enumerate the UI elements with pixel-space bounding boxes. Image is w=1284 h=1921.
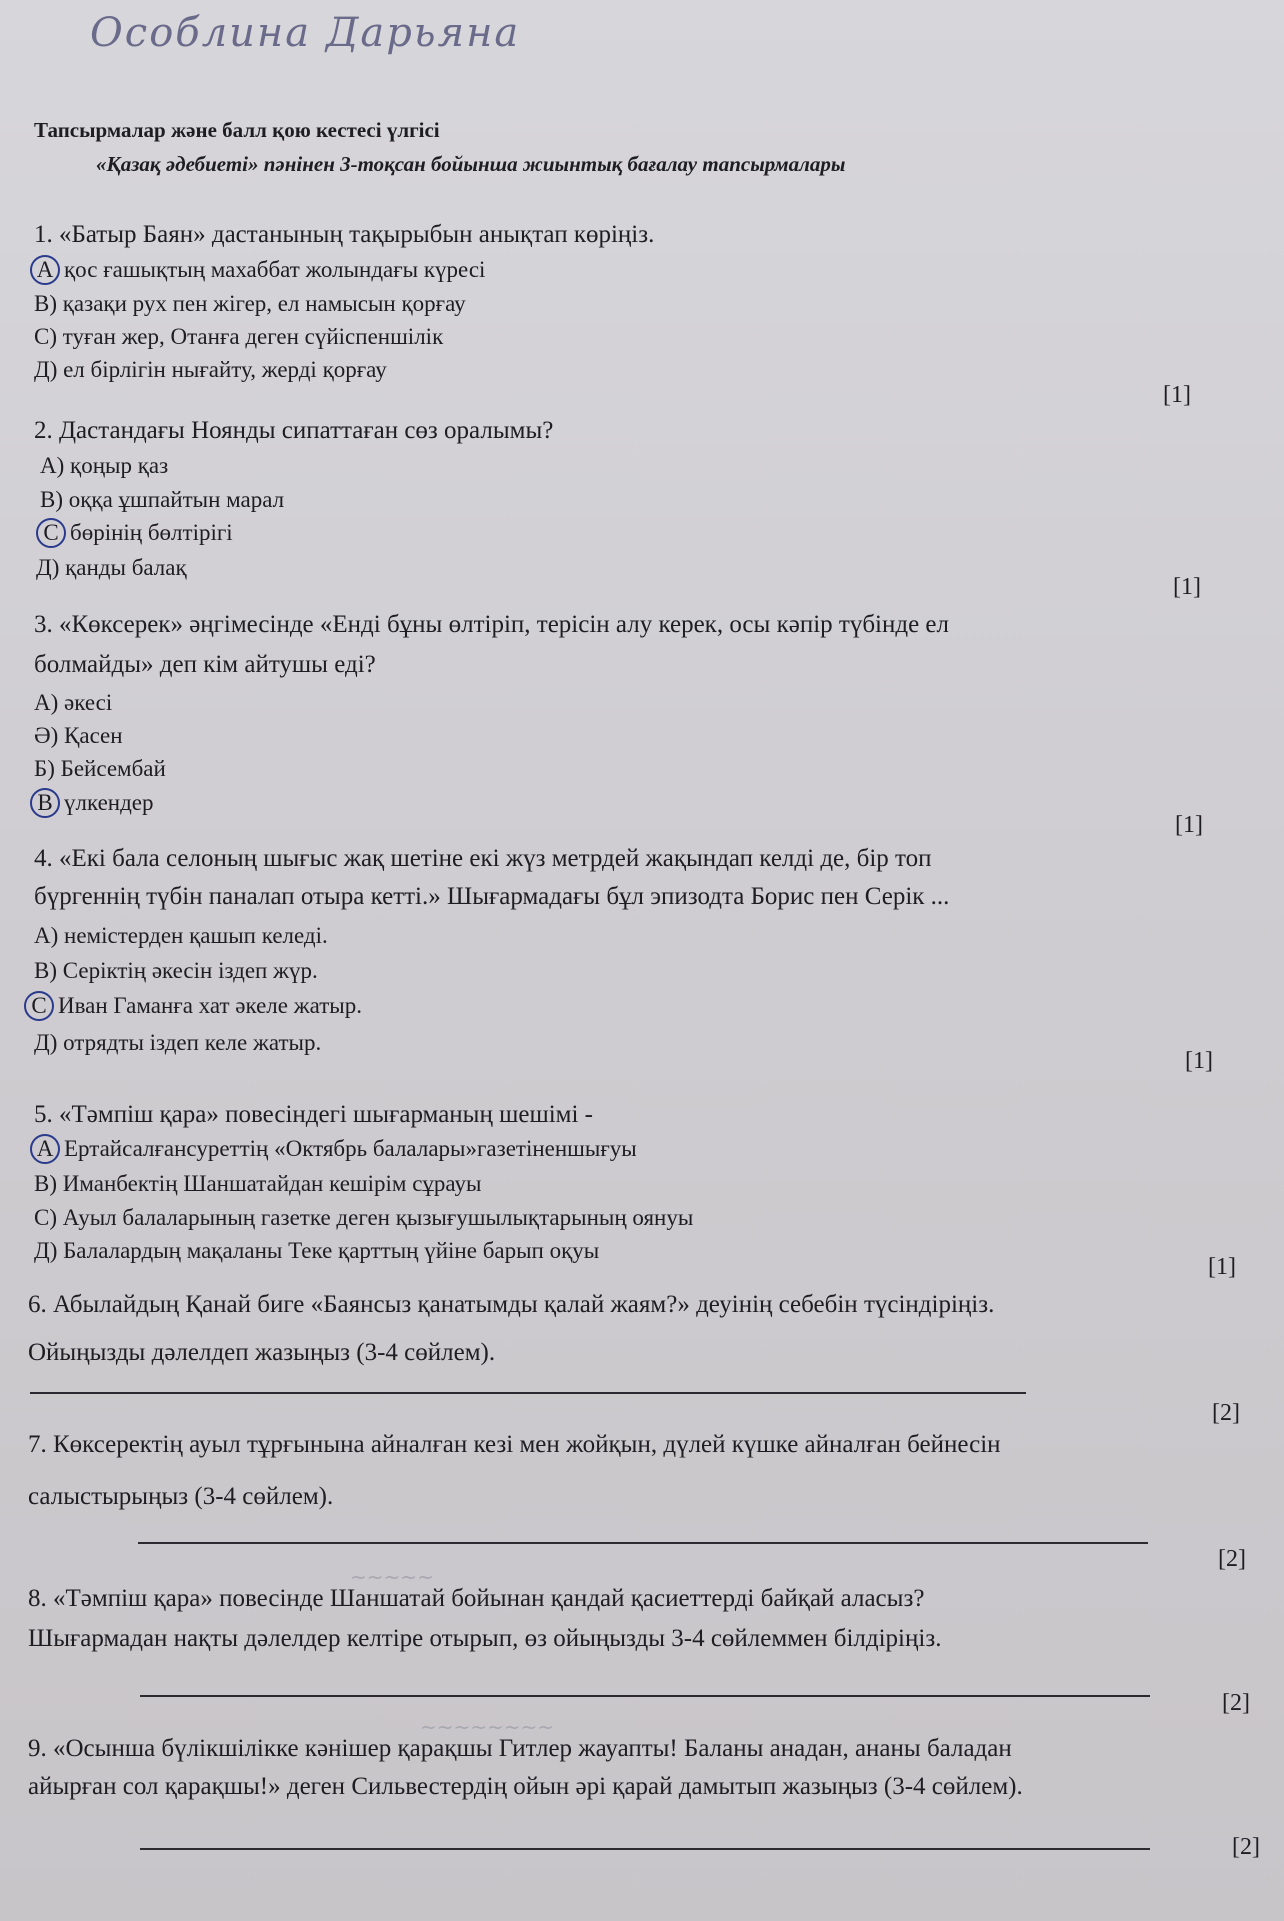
q4-option-c: C Иван Гаманға хат әкеле жатыр. [24,991,362,1021]
q3-option-a: А) әкесі [34,690,113,715]
q2-score: [1] [1173,574,1201,600]
q2-option-d: Д) қанды балақ [36,555,187,580]
question-8-line-2: Шығармадан нақты дәлелдер келтіре отырып, өз ойыңызды 3-4 сөйлеммен білдіріңіз. [28,1625,942,1652]
question-9-line-2: айырған сол қарақшы!» деген Сильвестердің ойын әрі қарай дамытып жазыңыз (3-4 сөйлем). [28,1773,1023,1800]
circled-answer-mark: A [30,255,60,285]
answer-line-q6 [30,1392,1026,1394]
answer-line-q8 [140,1695,1150,1697]
q5-option-a: A Ертайсалғансуреттің «Октябрь балалары»газетіненшығуы [30,1134,637,1164]
question-2: 2. Дастандағы Ноянды сипаттаған сөз оралымы? [34,417,554,444]
question-4-line-2: бүргеннің түбін паналап отыра кетті.» Шығармадағы бұл эпизодта Борис пен Серік ... [34,883,950,910]
q2-option-a: А) қоңыр қаз [40,453,169,478]
answer-line-q9 [140,1848,1150,1850]
q4-score: [1] [1185,1048,1213,1074]
header-line-2: «Қазақ әдебиеті» пәнінен 3-тоқсан бойынша жиынтық бағалау тапсырмалары [96,152,846,176]
q6-score: [2] [1212,1400,1240,1426]
q1-option-b: В) қазақи рух пен жігер, ел намысын қорғау [34,291,466,316]
question-3-line-1: 3. «Көксерек» әңгімесінде «Енді бұны өлтіріп, терісін алу керек, осы кәпір түбінде ел [34,611,950,638]
question-4-line-1: 4. «Екі бала селоның шығыс жақ шетіне екі жүз метрдей жақындап келді де, бір топ [34,845,932,872]
handwritten-signature: Особлина Дарьяна [90,10,521,56]
q5-score: [1] [1208,1254,1236,1280]
circled-answer-mark: C [24,991,54,1021]
q7-score: [2] [1218,1546,1246,1572]
q5-option-b: В) Иманбектің Шаншатайдан кешірім сұрауы [34,1171,482,1196]
question-8-line-1: 8. «Тәмпіш қара» повесінде Шаншатай бойынан қандай қасиеттерді байқай аласыз? [28,1585,925,1612]
q2-option-c: C бөрінің бөлтірігі [36,518,233,548]
q9-score: [2] [1232,1834,1260,1860]
question-5: 5. «Тәмпіш қара» повесіндегі шығарманың шешімі - [34,1101,593,1128]
q4-option-d: Д) отрядты іздеп келе жатыр. [34,1030,322,1055]
question-6-line-1: 6. Абылайдың Қанай биге «Баянсыз қанатымды қалай жаям?» деуінің себебін түсіндіріңіз. [28,1291,995,1318]
q3-option-b: Б) Бейсембай [34,756,166,781]
question-3-line-2: болмайды» деп кім айтушы еді? [34,651,376,678]
question-9-line-1: 9. «Осынша бүлікшілікке кәнішер қарақшы Гитлер жауапты! Баланы анадан, ананы баладан [28,1735,1012,1762]
q2-option-b: В) оққа ұшпайтын марал [40,487,285,512]
q5-option-d: Д) Балалардың мақаланы Теке қарттың үйіне барып оқуы [34,1238,600,1263]
q1-option-a: A қос ғашықтың махаббат жолындағы күресі [30,255,485,285]
q3-score: [1] [1175,812,1203,838]
question-6-line-2: Ойыңызды дәлелдеп жазыңыз (3-4 сөйлем). [28,1339,496,1366]
q4-option-b: В) Серіктің әкесін іздеп жүр. [34,958,318,983]
question-1: 1. «Батыр Баян» дастанының тақырыбын анықтап көріңіз. [34,221,655,248]
circled-answer-mark: C [36,518,66,548]
q1-option-d: Д) ел бірлігін нығайту, жерді қорғау [34,357,387,382]
answer-line-q7 [138,1542,1148,1544]
header-line-1: Тапсырмалар және балл қою кестесі үлгісі [34,118,440,142]
q3-option-ae: Ә) Қасен [34,723,123,748]
q4-option-a: А) немістерден қашып келеді. [34,923,328,948]
pencil-scribble: ~~~~~ [350,1565,434,1589]
circled-answer-mark: A [30,1134,60,1164]
pencil-scribble: ~~~~~~~~ [420,1715,555,1739]
q3-option-v: В үлкендер [30,788,154,818]
question-7-line-2: салыстырыңыз (3-4 сөйлем). [28,1483,334,1510]
q8-score: [2] [1222,1690,1250,1716]
question-7-line-1: 7. Көксеректің ауыл тұрғынына айналған кезі мен жойқын, дүлей күшке айналған бейнесін [28,1431,1001,1458]
q1-score: [1] [1163,382,1191,408]
q5-option-c: С) Ауыл балаларының газетке деген қызығушылықтарының оянуы [34,1205,694,1230]
circled-answer-mark: В [30,788,60,818]
q1-option-c: С) туған жер, Отанға деген сүйіспеншілік [34,324,444,349]
